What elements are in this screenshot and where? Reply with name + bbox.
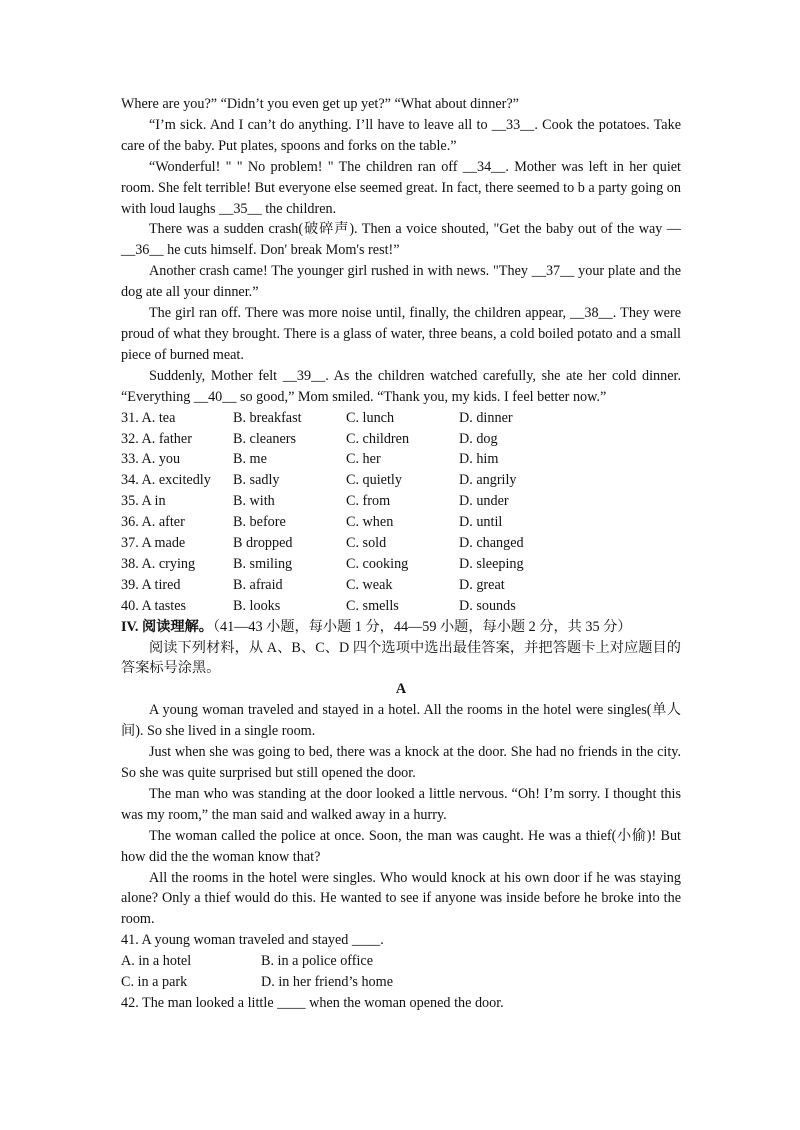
option-c: C. when (346, 514, 394, 531)
option-c: C. lunch (346, 409, 395, 426)
cloze-paragraph: Another crash came! The younger girl rushed in with news. "They __37__ your plate and the dog ate all your dinner.” (121, 263, 681, 301)
option-a: 35. A in (121, 493, 166, 510)
option-a: 40. A tastes (121, 597, 187, 614)
option-row (121, 429, 681, 450)
cloze-paragraph: The girl ran off. There was more noise until, finally, the children appear, __38__. They were proud of what they brought. There is a glass of water, three beans, a cold boiled potato and a small piece of burned meat. (121, 305, 681, 363)
option-c: C. cooking (346, 555, 409, 572)
option-c: C. sold (346, 535, 387, 552)
cloze-paragraph: Where are you?” “Didn’t you even get up yet?” “What about dinner?” (121, 96, 519, 112)
section-heading (121, 617, 681, 638)
section-instruction: 阅读下列材料，从 A、B、C、D 四个选项中选出最佳答案，并把答题卡上对应题目的答案标号涂黑。 (121, 639, 681, 677)
option-row (121, 512, 681, 533)
option-c: C. in a park (121, 974, 188, 991)
cloze-paragraph: There was a sudden crash(破碎声). Then a voice shouted, "Get the baby out of the way —__36__ he cuts himself. Don' break Mom's rest!” (121, 221, 681, 259)
option-d: D. dinner (459, 409, 513, 426)
option-row (121, 470, 681, 491)
option-a: 33. A. you (121, 451, 181, 468)
cloze-options (121, 408, 681, 617)
option-b: B. in a police office (261, 953, 374, 970)
question-41-stem: 41. A young woman traveled and stayed ____. (121, 932, 384, 949)
option-row (121, 596, 681, 617)
option-a: 34. A. excitedly (121, 472, 211, 489)
option-a: 36. A. after (121, 514, 185, 531)
option-b: B. sadly (233, 472, 280, 489)
option-d: D. dog (459, 430, 498, 447)
option-a: 31. A. tea (121, 409, 176, 426)
option-a: 39. A tired (121, 576, 181, 593)
passage-paragraph: The man who was standing at the door looked a little nervous. “Oh! I’m sorry. I thought this was my room,” the man said and walked away in a hurry. (121, 785, 681, 823)
option-b: B. smiling (233, 555, 293, 572)
option-c: C. smells (346, 597, 399, 614)
cloze-paragraph: “I’m sick. And I can’t do anything. I’ll have to leave all to __33__. Cook the potatoes. Take care of the baby. Put plates, spoons and forks on the table.” (121, 116, 681, 154)
section-heading-note: （41—43 小题，每小题 1 分，44—59 小题，每小题 2 分，共 35 分） (212, 618, 632, 635)
option-row (121, 408, 681, 429)
option-d: D. sounds (459, 597, 516, 614)
option-c: C. from (346, 493, 391, 510)
question-41-options (121, 951, 681, 993)
option-d: D. until (459, 514, 503, 531)
option-d: D. angrily (459, 472, 517, 489)
option-c: C. weak (346, 576, 393, 593)
passage-paragraph: All the rooms in the hotel were singles. Who would knock at his own door if he was staying alone? Only a thief would do this. He wanted to see if anyone was inside before he broke into the room. (121, 869, 681, 928)
passage-paragraph: Just when she was going to bed, there was a knock at the door. She had no friends in the city. So she was quite surprised but still opened the door. (121, 744, 681, 781)
option-d: D. under (459, 493, 509, 510)
option-d: D. great (459, 576, 505, 593)
cloze-paragraph: Suddenly, Mother felt __39__. As the children watched carefully, she ate her cold dinner. “Everything __40__ so good,” Mom smiled. “Thank you, my kids. I feel better now.” (121, 367, 681, 405)
option-row (121, 533, 681, 554)
option-d: D. changed (459, 535, 524, 552)
option-b: B. looks (233, 597, 281, 614)
option-b: B. afraid (233, 576, 283, 593)
option-row (121, 554, 681, 575)
passage-label: A (395, 681, 407, 698)
option-c: C. quietly (346, 472, 402, 489)
section-heading-title: IV. 阅读理解。 (121, 618, 213, 635)
option-d: D. in her friend’s home (261, 974, 393, 991)
option-row (121, 491, 681, 512)
option-a: 32. A. father (121, 430, 192, 447)
option-b: B. with (233, 493, 275, 510)
option-b: B dropped (233, 535, 293, 552)
passage-paragraph: A young woman traveled and stayed in a hotel. All the rooms in the hotel were singles(单人间). So she lived in a single room. (121, 702, 681, 740)
passage-paragraph: The woman called the police at once. Soon, the man was caught. He was a thief(小偷)! But how did the the woman know that? (121, 827, 681, 865)
option-b: B. cleaners (233, 430, 297, 447)
option-row (121, 575, 681, 596)
option-a: A. in a hotel (121, 953, 192, 970)
option-c: C. children (346, 430, 410, 447)
option-d: D. him (459, 451, 499, 468)
option-a: 37. A made (121, 535, 186, 552)
option-b: B. before (233, 514, 286, 531)
option-c: C. her (346, 451, 381, 468)
option-b: B. me (233, 451, 267, 468)
option-d: D. sleeping (459, 555, 524, 572)
cloze-paragraph: “Wonderful! " " No problem! " The children ran off __34__. Mother was left in her quiet room. She felt terrible! But everyone else seemed great. In fact, there seemed to b a party going on with loud laughs __35__ the children. (121, 158, 681, 217)
option-a: 38. A. crying (121, 555, 196, 572)
option-b: B. breakfast (233, 409, 302, 426)
exam-page (121, 94, 681, 1014)
question-42-stem: 42. The man looked a little ____ when the woman opened the door. (121, 994, 504, 1011)
option-row (121, 449, 681, 470)
